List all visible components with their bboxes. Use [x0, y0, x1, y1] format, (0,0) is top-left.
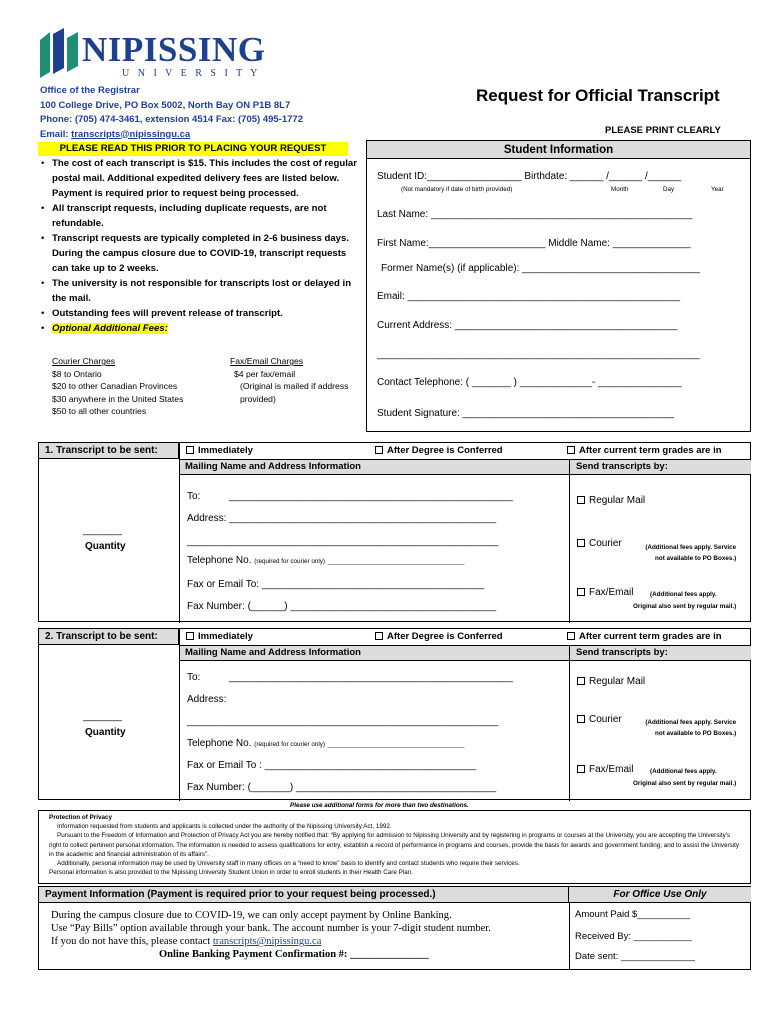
- birth-month-label: Month: [611, 186, 629, 193]
- option-after-term[interactable]: After current term grades are in: [567, 631, 722, 642]
- current-address-field[interactable]: Current Address: ________________________________________: [377, 320, 678, 331]
- checkbox-icon[interactable]: [577, 677, 585, 685]
- last-name-field[interactable]: Last Name: _______________________________________________: [377, 209, 693, 220]
- mailing-heading: Mailing Name and Address Information: [179, 645, 569, 661]
- to-label: To:: [187, 491, 201, 502]
- email-label: Email:: [40, 128, 72, 140]
- courier-note: (Additional fees apply. Service: [645, 544, 737, 551]
- address-field[interactable]: Address: ________________________________________________: [187, 513, 497, 524]
- courier-charge: $20 to other Canadian Provinces: [52, 381, 178, 391]
- privacy-paragraph: Personal information is also provided to the Nipissing University Student Union in order to enroll students in their Health Care Plan.: [49, 869, 414, 877]
- fax-note: (Additional fees apply.: [650, 591, 717, 598]
- amount-paid-field[interactable]: Amount Paid $__________: [575, 909, 691, 920]
- checkbox-icon[interactable]: [186, 632, 194, 640]
- additional-forms-note: Please use additional forms for more than two destinations.: [290, 802, 469, 809]
- registrar-address: 100 College Drive, PO Box 5002, North Bay ON P1B 8L7: [40, 99, 291, 111]
- telephone-note: (required for courier only): [254, 741, 325, 748]
- option-after-degree[interactable]: After Degree is Conferred: [375, 445, 503, 456]
- student-info-heading: Student Information: [367, 141, 750, 159]
- checkbox-icon[interactable]: [375, 632, 383, 640]
- notice-bullet: • Outstanding fees will prevent release of transcript.: [40, 306, 360, 321]
- office-use-heading: For Office Use Only: [569, 887, 751, 903]
- fax-email-option[interactable]: Fax/Email: [577, 764, 633, 775]
- payment-instruction: If you do not have this, please contact: [51, 936, 213, 947]
- privacy-paragraph: Pursuant to the Freedom of Information and Protection of Privacy Act you are hereby notified that: “By applying for admission to Nipissing University and by registering in programs or courses at the University, you are accepting the University's right to collect pertinent personal information. The information is needed to assess qualifications for entry, establish a record of performance in programs and courses, provide the basis for awards and government funding, and to assist the University in the academic and financial administration of its affairs”.: [49, 832, 739, 858]
- student-email-field[interactable]: Email: _________________________________________________: [377, 291, 681, 302]
- print-clearly-note: PLEASE PRINT CLEARLY: [605, 125, 721, 136]
- transcript-2-section: [38, 628, 751, 800]
- courier-option[interactable]: Courier: [577, 538, 622, 549]
- contact-telephone-field[interactable]: Contact Telephone: ( _______ ) _____________- _______________: [377, 377, 682, 388]
- fax-charge: (Original is mailed if address: [240, 381, 349, 391]
- courier-note: (Additional fees apply. Service: [645, 719, 737, 726]
- former-name-field[interactable]: Former Name(s) (if applicable): ________________________________: [381, 263, 701, 274]
- form-title: Request for Official Transcript: [476, 86, 720, 105]
- telephone-label: Telephone No.: [187, 555, 252, 566]
- fax-charge: provided): [240, 393, 276, 404]
- registrar-email-link[interactable]: transcripts@nipissingu.ca: [71, 128, 191, 140]
- payment-instruction: Use “Pay Bills” option available through your bank. The account number is your 7-digit student number.: [51, 923, 491, 934]
- to-field[interactable]: ___________________________________________________: [229, 491, 513, 502]
- address-line2-field[interactable]: ________________________________________________________: [187, 536, 499, 547]
- courier-note: not available to PO Boxes.): [655, 555, 737, 562]
- logo-subtitle: U N I V E R S I T Y: [122, 68, 261, 79]
- quantity-blank[interactable]: _______: [83, 711, 122, 722]
- regular-mail-option[interactable]: Regular Mail: [577, 676, 645, 687]
- option-after-degree[interactable]: After Degree is Conferred: [375, 631, 503, 642]
- notice-box: [38, 156, 366, 426]
- transcript-2-label: 2. Transcript to be sent:: [39, 629, 179, 645]
- fax-charges-heading: Fax/Email Charges: [230, 356, 304, 366]
- option-after-term[interactable]: After current term grades are in: [567, 445, 722, 456]
- option-immediately[interactable]: Immediately: [186, 445, 253, 456]
- fax-number-field[interactable]: Fax Number: (______) _____________________________________: [187, 601, 497, 612]
- payment-heading: Payment Information (Payment is required prior to your request being processed.): [39, 887, 569, 903]
- checkbox-icon[interactable]: [186, 446, 194, 454]
- to-label: To:: [187, 672, 201, 683]
- checkbox-icon[interactable]: [375, 446, 383, 454]
- payment-section: [38, 886, 751, 970]
- notice-bullets: [38, 156, 360, 336]
- student-signature-field[interactable]: Student Signature: ______________________________________: [377, 408, 674, 419]
- courier-charges-heading: Courier Charges: [52, 356, 116, 366]
- university-logo: [38, 28, 288, 80]
- fax-note: Original also sent by regular mail.): [633, 780, 737, 787]
- address-line2-field[interactable]: ________________________________________________________: [187, 716, 499, 727]
- telephone-field[interactable]: _______________________________________: [327, 558, 465, 565]
- courier-charge: $30 anywhere in the United States: [52, 393, 184, 404]
- telephone-note: (required for courier only): [254, 558, 325, 565]
- quantity-label: Quantity: [85, 727, 126, 738]
- fax-number-field[interactable]: Fax Number: (_______) ____________________________________: [187, 782, 497, 793]
- payment-confirmation-field[interactable]: Online Banking Payment Confirmation #: _______________: [159, 949, 429, 960]
- student-id-note: (Not mandatory if date of birth provided): [401, 186, 513, 193]
- address-field[interactable]: Address:: [187, 694, 227, 705]
- send-by-heading: Send transcripts by:: [569, 645, 751, 661]
- first-middle-name-field[interactable]: First Name:_____________________ Middle Name: ______________: [377, 238, 691, 249]
- quantity-label: Quantity: [85, 541, 126, 552]
- student-info-box: [366, 140, 751, 432]
- regular-mail-option[interactable]: Regular Mail: [577, 495, 645, 506]
- received-by-field[interactable]: Received By: ___________: [575, 931, 692, 942]
- notice-bullet: • All transcript requests, including duplicate requests, are not refundable.: [40, 201, 360, 231]
- privacy-paragraph: Information requested from students and applicants is collected under the authority of the Nipissing University Act, 1992.: [57, 823, 392, 831]
- fax-email-field[interactable]: Fax or Email To: ________________________________________: [187, 579, 485, 590]
- to-field[interactable]: ___________________________________________________: [229, 672, 513, 683]
- current-address-line2[interactable]: __________________________________________________________: [377, 349, 700, 360]
- checkbox-icon[interactable]: [577, 539, 585, 547]
- checkbox-icon[interactable]: [567, 446, 575, 454]
- telephone-label: Telephone No.: [187, 738, 252, 749]
- checkbox-icon[interactable]: [567, 632, 575, 640]
- checkbox-icon[interactable]: [577, 715, 585, 723]
- option-immediately[interactable]: Immediately: [186, 631, 253, 642]
- notice-bullet: • Transcript requests are typically completed in 2-6 business days. During the campus closure due to COVID-19, transcript requests can take up to 2 weeks.: [40, 231, 360, 276]
- payment-email-link[interactable]: transcripts@nipissingu.ca: [212, 936, 322, 947]
- fax-email-option[interactable]: Fax/Email: [577, 587, 633, 598]
- notice-bullet: • The university is not responsible for transcripts lost or delayed in the mail.: [40, 276, 360, 306]
- registrar-office: Office of the Registrar: [40, 85, 140, 96]
- optional-fees-heading: • Optional Additional Fees:: [40, 321, 360, 336]
- fax-note: (Additional fees apply.: [650, 768, 717, 775]
- student-id-field[interactable]: Student ID:_________________ Birthdate: ______ /______ /______: [377, 171, 682, 182]
- courier-charge: $50 to all other countries: [52, 406, 147, 416]
- date-sent-field[interactable]: Date sent: ______________: [575, 951, 695, 962]
- checkbox-icon[interactable]: [577, 496, 585, 504]
- checkbox-icon[interactable]: [577, 588, 585, 596]
- fax-note: Original also sent by regular mail.): [633, 603, 737, 610]
- birth-year-label: Year: [711, 186, 724, 193]
- courier-charge: $8 to Ontario: [52, 368, 102, 379]
- payment-instruction: During the campus closure due to COVID-19, we can only accept payment by Online Banking.: [51, 910, 452, 921]
- transcript-1-label: 1. Transcript to be sent:: [39, 443, 179, 459]
- fax-email-field[interactable]: Fax or Email To : ______________________________________: [187, 760, 476, 771]
- quantity-blank[interactable]: _______: [83, 525, 122, 536]
- logo-mark-icon: [38, 28, 80, 80]
- fax-charge: $4 per fax/email: [234, 368, 296, 379]
- privacy-section: [38, 810, 751, 884]
- courier-option[interactable]: Courier: [577, 714, 622, 725]
- telephone-field[interactable]: _______________________________________: [327, 741, 465, 748]
- logo-wordmark: NIPISSING: [82, 30, 266, 69]
- birth-day-label: Day: [663, 186, 675, 193]
- checkbox-icon[interactable]: [577, 765, 585, 773]
- transcript-1-section: [38, 442, 751, 622]
- notice-heading: PLEASE READ THIS PRIOR TO PLACING YOUR REQUEST: [38, 142, 348, 156]
- courier-note: not available to PO Boxes.): [655, 730, 737, 737]
- privacy-paragraph: Additionally, personal information may be used by University staff in many offices on a “need to know” basis to identify and contact students who require their services.: [57, 860, 520, 868]
- mailing-heading: Mailing Name and Address Information: [179, 459, 569, 475]
- registrar-phone: Phone: (705) 474-3461, extension 4514 Fax: (705) 495-1772: [40, 114, 303, 125]
- send-by-heading: Send transcripts by:: [569, 459, 751, 475]
- notice-bullet: • The cost of each transcript is $15. This includes the cost of regular postal mail. Additional expedited delivery fees are listed below. Payment is required prior to request being processed.: [40, 156, 360, 201]
- privacy-heading: Protection of Privacy: [49, 814, 112, 821]
